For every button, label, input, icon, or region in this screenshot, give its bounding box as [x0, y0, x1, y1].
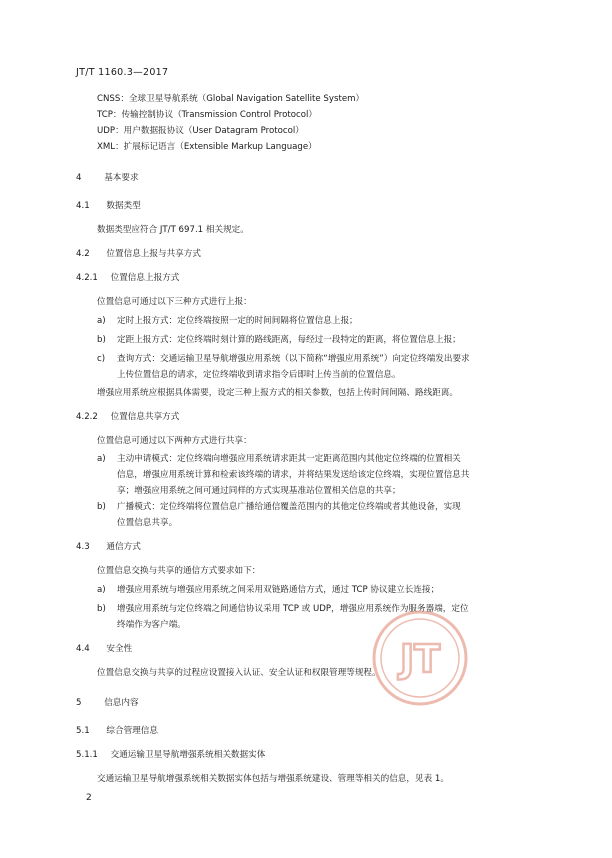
section-4-2-1-intro: 位置信息可通过以下三种方式进行上报： — [97, 297, 252, 307]
list-item-text: 上传位置信息的请求，定位终端收到请求指令后即时上传当前的位置信息。 — [117, 370, 401, 380]
section-number: 5.1.1 — [76, 750, 98, 760]
section-4-2-1-note: 增强应用系统应根据具体需要，设定三种上报方式的相关参数，包括上传时间间隔、路线距离。 — [97, 388, 458, 398]
section-4-2-2-heading — [76, 411, 179, 423]
section-4-3-intro: 位置信息交换与共享的通信方式要求如下： — [97, 566, 261, 576]
section-4-2-1-heading — [76, 272, 179, 284]
list-item-text: 广播模式：定位终端将位置信息广播给通信覆盖范围内的其他定位终端或者其他设备，实现 — [117, 502, 461, 512]
list-item-text: 信息，增强应用系统计算和检索该终端的请求，并将结果发送给该定位终端，实现位置信息共 — [117, 470, 470, 480]
list-item-label: a) — [97, 585, 106, 595]
list-item-text: 享；增强应用系统之间可通过同样的方式实现基准站位置相关信息的共享； — [117, 486, 401, 496]
abbreviation-tcp: TCP：传输控制协议（Transmission Control Protocol） — [97, 110, 317, 120]
list-item-text: 位置信息共享。 — [117, 518, 178, 528]
list-item-text: 查询方式：交通运输卫星导航增强应用系统（以下简称“增强应用系统”）向定位终端发出要求 — [117, 354, 470, 364]
section-number: 5.1 — [76, 726, 90, 736]
section-number: 4.1 — [76, 201, 90, 211]
list-item-label: a) — [97, 454, 106, 464]
section-4-2-heading — [76, 248, 201, 260]
standard-code: JT/T 1160.3—2017 — [76, 67, 169, 78]
stamp-jt-text: JT — [399, 637, 441, 681]
abbreviation-xml: XML：扩展标记语言（Extensible Markup Language） — [97, 142, 317, 152]
section-number: 5 — [76, 698, 82, 708]
section-title: 位置信息共享方式 — [110, 412, 180, 422]
list-item-text: 终端作为客户端。 — [117, 620, 186, 630]
section-5-1-1-body: 交通运输卫星导航增强系统相关数据实体包括与增强系统建设、管理等相关的信息，见表 1。 — [97, 774, 449, 784]
section-number: 4.2.1 — [76, 273, 98, 283]
section-4-1-heading — [76, 200, 141, 212]
section-title: 数据类型 — [106, 201, 141, 211]
section-4-2-2-intro: 位置信息可通过以下两种方式进行共享： — [97, 436, 252, 446]
section-number: 4 — [76, 173, 82, 183]
section-5-1-heading — [76, 725, 158, 737]
section-title: 位置信息上报方式 — [110, 273, 180, 283]
page-number: 2 — [86, 793, 92, 803]
list-item-label: c) — [97, 354, 106, 364]
section-4-4-body: 位置信息交换与共享的过程应设置接入认证、安全认证和权限管理等规程。 — [97, 668, 381, 678]
abbreviation-cnss: CNSS：全球卫星导航系统（Global Navigation Satellite System） — [97, 94, 365, 104]
list-item-label: a) — [97, 316, 106, 326]
section-5-1-1-heading — [76, 749, 265, 761]
list-item-text: 定距上报方式：定位终端时刻计算的路线距离，每经过一段特定的距离，将位置信息上报； — [117, 335, 461, 345]
list-item-label: b) — [97, 335, 106, 345]
list-item-text: 主动申请模式：定位终端向增强应用系统请求距其一定距离范围内其他定位终端的位置相关 — [117, 454, 461, 464]
section-title: 基本要求 — [104, 173, 139, 183]
list-item-label: b) — [97, 604, 106, 614]
section-4-4-heading — [76, 643, 132, 655]
section-number: 4.2 — [76, 249, 90, 259]
section-number: 4.4 — [76, 644, 90, 654]
section-title: 通信方式 — [106, 542, 141, 552]
list-item-text: 增强应用系统与定位终端之间通信协议采用 TCP 或 UDP，增强应用系统作为服务器端，定位 — [117, 604, 469, 614]
section-number: 4.2.2 — [76, 412, 98, 422]
list-item-label: b) — [97, 502, 106, 512]
list-item-text: 增强应用系统与增强应用系统之间采用双链路通信方式，通过 TCP 协议建立长连接； — [117, 585, 440, 595]
section-4-heading — [76, 172, 139, 184]
list-item-text: 定时上报方式：定位终端按照一定的时间间隔将位置信息上报； — [117, 316, 358, 326]
section-number: 4.3 — [76, 542, 90, 552]
section-4-1-body: 数据类型应符合 JT/T 697.1 相关规定。 — [97, 225, 249, 235]
jt-stamp-watermark — [370, 608, 470, 708]
section-4-3-heading — [76, 541, 141, 553]
section-5-heading — [76, 697, 139, 709]
abbreviation-udp: UDP：用户数据报协议（User Datagram Protocol） — [97, 126, 304, 136]
section-title: 位置信息上报与共享方式 — [106, 249, 201, 259]
section-title: 信息内容 — [104, 698, 139, 708]
section-title: 综合管理信息 — [106, 726, 158, 736]
section-title: 交通运输卫星导航增强系统相关数据实体 — [110, 750, 266, 760]
section-title: 安全性 — [106, 644, 133, 654]
